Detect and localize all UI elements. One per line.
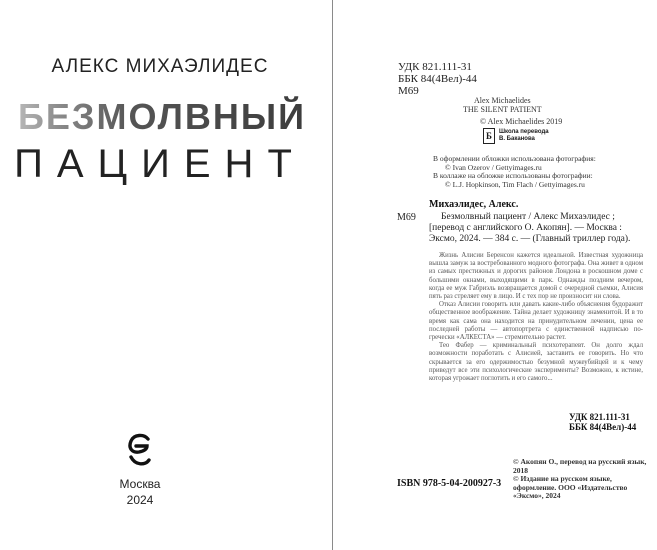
translation-school-logo bbox=[483, 128, 549, 144]
school-line2: В. Баканова bbox=[499, 136, 535, 142]
code-top: М69 bbox=[398, 85, 419, 97]
original-copyright: © Alex Michaelides 2019 bbox=[480, 117, 563, 126]
isbn: ISBN 978-5-04-200927-3 bbox=[397, 478, 502, 489]
school-line1: Школа перевода bbox=[499, 129, 549, 135]
annotation-paragraph: Отказ Алисии говорить или давать какие-либо объяснения будоражит общественное воображение. Тайна делает художницу знаменитой. И в то время как сама она находится на принудительном лечении, цена ее последней работы — автопортрета с единственной надписью по-гречески «АЛКЕСТА» — стремительно растет. bbox=[429, 301, 643, 342]
bbk-top: ББК 84(4Вел)-44 bbox=[398, 73, 477, 85]
book-title-line2: ПАЦИЕНТ bbox=[14, 142, 306, 186]
annotation-paragraph: Тео Фабер — криминальный психотерапевт. Он долго ждал возможности поработать с Алисией, заставить ее говорить. Но что скрывается за его одержимостью безумной мужеубийцей и к чему приведут все эти психологические эксперименты? Возможно, к истине, которая угрожает поглотить и его самого... bbox=[429, 342, 643, 383]
book-author: АЛЕКС МИХАЭЛИДЕС bbox=[51, 56, 269, 77]
credit-collage: © L.J. Hopkinson, Tim Flach / Gettyimages.ru bbox=[445, 179, 585, 189]
annotation bbox=[429, 252, 643, 383]
original-info bbox=[463, 96, 542, 114]
copyright-translation: © Акопян О., перевод на русский язык, 2018 bbox=[513, 457, 647, 475]
catalog-author: Михаэлидес, Алекс. bbox=[429, 199, 519, 210]
publish-city: Москва bbox=[119, 477, 161, 491]
udk-bottom: УДК 821.111-31 bbox=[569, 412, 630, 422]
edition-copyrights bbox=[513, 458, 653, 501]
original-author: Alex Michaelides bbox=[474, 96, 531, 105]
credit-collage-label: В коллаже на обложке использованы фотографии: bbox=[433, 171, 593, 180]
credit-cover-label: В оформлении обложки использована фотография: bbox=[433, 154, 596, 163]
annotation-paragraph: Жизнь Алисии Беренсон кажется идеальной. Известная художница вышла замуж за востребованного модного фотографа. Она живет в одном из самых престижных и дорогих районов Лондона в роскошном доме с большими окнами, выходящими в парк. Однажды поздним вечером, когда ее муж Габриэль возвращается домой с очередной съемки, Алисия пять раз стреляет ему в лицо. И с тех пор не произносит ни слова. bbox=[429, 252, 643, 301]
right-page bbox=[333, 0, 657, 550]
udk-block-top bbox=[398, 61, 477, 97]
credit-cover: © Ivan Ozerov / Gettyimages.ru bbox=[445, 162, 542, 172]
original-title: THE SILENT PATIENT bbox=[463, 105, 542, 114]
catalog-description: Безмолвный пациент / Алекс Михаэлидес ; [перевод с английского О. Акопян]. — Москва : Эксмо, 2024. — 384 с. — (Главный триллер года). bbox=[429, 212, 631, 244]
eksmo-logo-icon bbox=[127, 433, 153, 467]
udk-block-bottom bbox=[569, 412, 636, 432]
school-logo-icon: Б bbox=[483, 128, 495, 144]
catalog-code: М69 bbox=[397, 212, 416, 223]
bbk-bottom: ББК 84(4Вел)-44 bbox=[569, 422, 637, 432]
photo-credits bbox=[433, 155, 623, 189]
book-title-line1: БЕЗМОЛВНЫЙ bbox=[2, 96, 322, 138]
udk-top: УДК 821.111-31 bbox=[398, 61, 472, 73]
copyright-edition: © Издание на русском языке, оформление. ООО «Издательство «Эксмо», 2024 bbox=[513, 474, 628, 500]
publish-year: 2024 bbox=[126, 493, 154, 507]
